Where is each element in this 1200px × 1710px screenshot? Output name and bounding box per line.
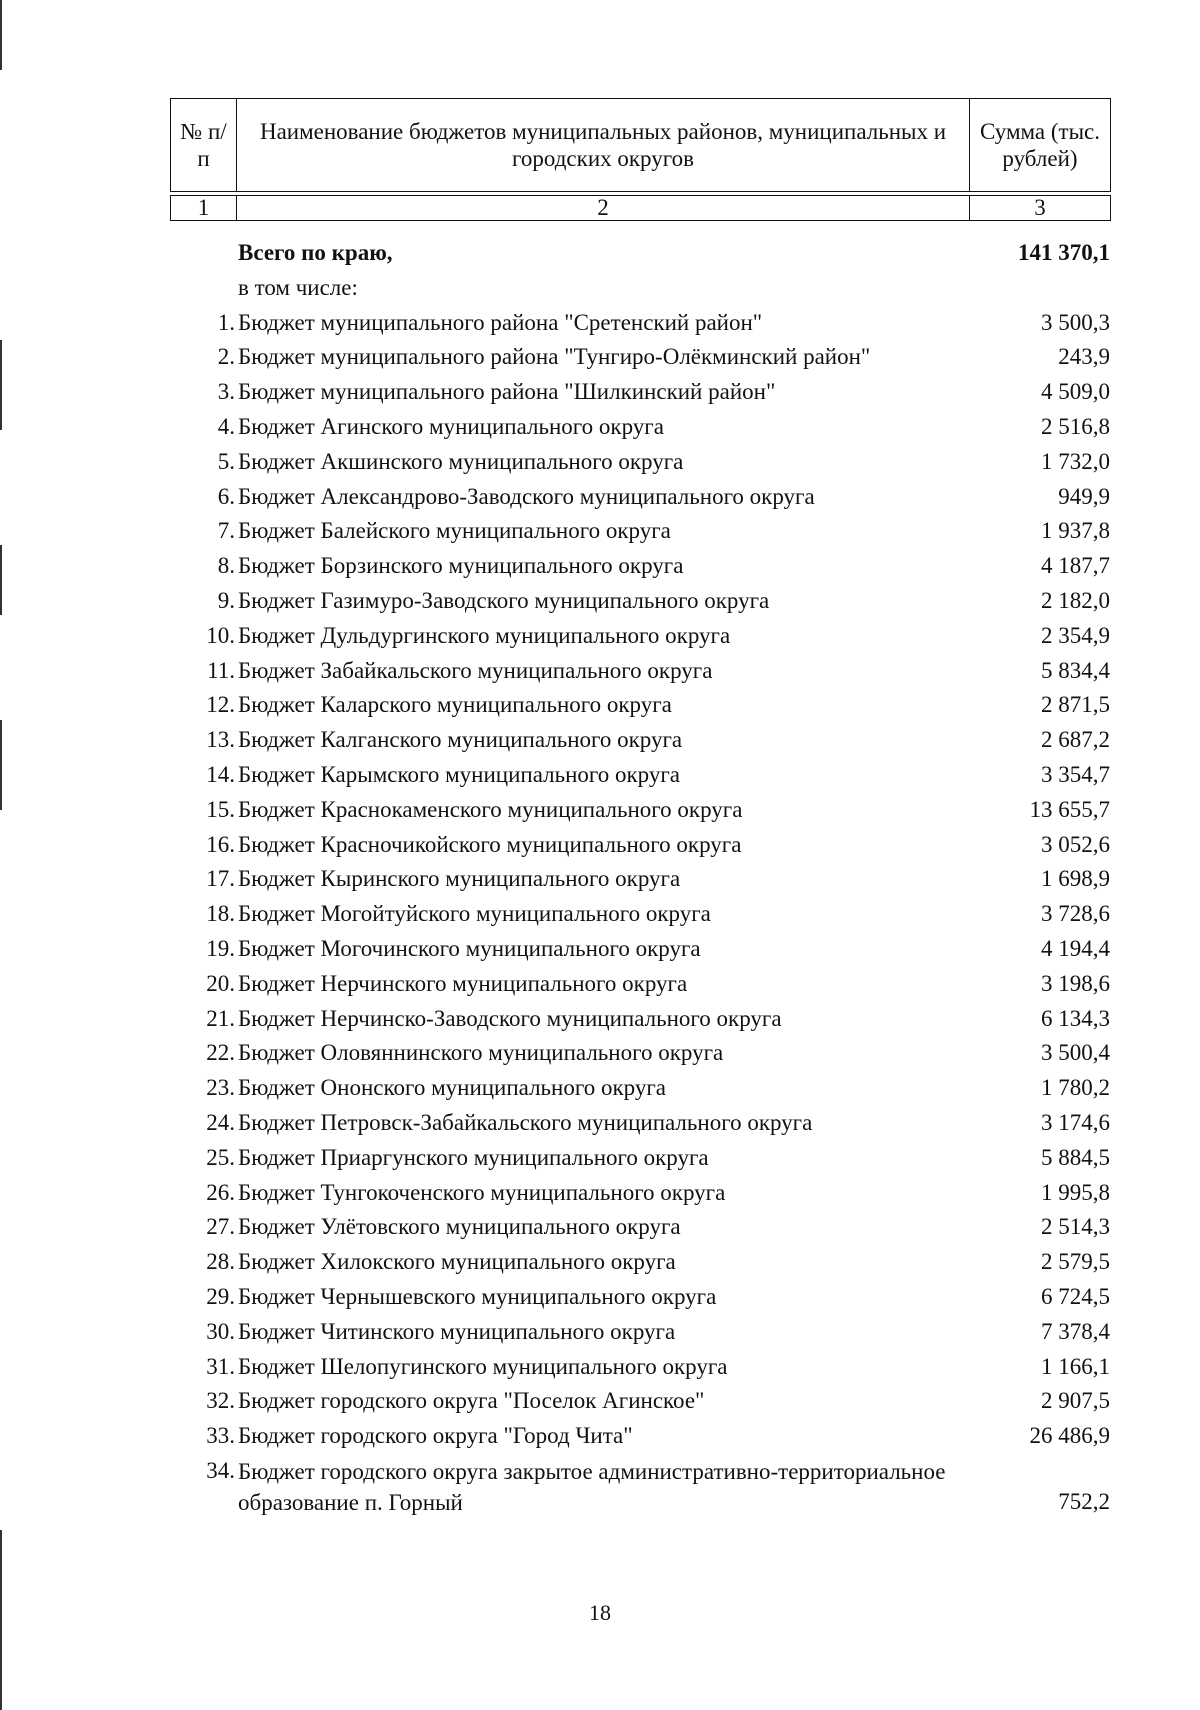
row-name: Бюджет Нерчинского муниципального округа: [238, 970, 688, 996]
subheading-row: [170, 271, 1110, 306]
row-name: Бюджет Шелопугинского муниципального округа: [238, 1353, 728, 1379]
table-row: [170, 584, 1110, 619]
row-number: 16.: [206, 831, 235, 857]
row-value: 2 907,5: [1041, 1388, 1110, 1414]
row-value: 243,9: [1058, 344, 1110, 370]
table-row: [170, 688, 1110, 723]
row-value: 3 500,4: [1041, 1040, 1110, 1066]
row-value: 2 182,0: [1041, 587, 1110, 613]
row-name: Бюджет Краснокаменского муниципального округа: [238, 796, 743, 822]
row-value: 752,2: [1058, 1488, 1110, 1514]
row-name: Бюджет Карымского муниципального округа: [238, 761, 681, 787]
row-number: 15.: [206, 796, 235, 822]
row-number: 19.: [206, 935, 235, 961]
row-number: 22.: [206, 1040, 235, 1066]
row-number: 20.: [206, 970, 235, 996]
table-row: [170, 862, 1110, 897]
column-number-3: 3: [970, 196, 1111, 221]
table-row: [170, 1071, 1110, 1106]
row-value: 1 698,9: [1041, 866, 1110, 892]
row-value: 5 834,4: [1041, 657, 1110, 683]
row-number: 2.: [217, 344, 235, 370]
table-row: [170, 1210, 1110, 1245]
row-number: 33.: [206, 1423, 235, 1449]
table-row: [170, 793, 1110, 828]
row-value: 2 579,5: [1041, 1249, 1110, 1275]
header-name: Наименование бюджетов муниципальных районов, муниципальных и городских округов: [237, 99, 970, 192]
row-name: Бюджет Калганского муниципального округа: [238, 727, 683, 753]
table-row: [170, 723, 1110, 758]
row-value: 2 516,8: [1041, 413, 1110, 439]
row-number: 12.: [206, 692, 235, 718]
row-number: 29.: [206, 1283, 235, 1309]
row-name: Бюджет муниципального района "Шилкинский район": [238, 379, 776, 405]
row-number: 1.: [217, 309, 235, 335]
row-name: Бюджет Могойтуйского муниципального округа: [238, 901, 711, 927]
row-value: 1 937,8: [1041, 518, 1110, 544]
row-number: 32.: [206, 1388, 235, 1414]
row-number: 8.: [217, 553, 235, 579]
column-number-2: 2: [237, 196, 970, 221]
table-row: [170, 1315, 1110, 1350]
total-value: 141 370,1: [1018, 240, 1110, 265]
table-header: [170, 98, 1111, 221]
table-row: [170, 445, 1110, 480]
row-value: 7 378,4: [1041, 1318, 1110, 1344]
table-row: [170, 1454, 1110, 1520]
row-value: 6 134,3: [1041, 1005, 1110, 1031]
row-number: 13.: [206, 727, 235, 753]
row-number: 17.: [206, 866, 235, 892]
page-number: 18: [589, 1600, 611, 1625]
row-name: Бюджет Хилокского муниципального округа: [238, 1249, 676, 1275]
row-value: 1 732,0: [1041, 448, 1110, 474]
row-name: Бюджет Александрово-Заводского муниципального округа: [238, 483, 815, 509]
row-value: 3 354,7: [1041, 761, 1110, 787]
row-name: Бюджет Агинского муниципального округа: [238, 413, 664, 439]
row-number: 31.: [206, 1353, 235, 1379]
scan-edge-mark: [0, 545, 2, 615]
column-number-1: 1: [171, 196, 237, 221]
table-row: [170, 897, 1110, 932]
row-number: 28.: [206, 1249, 235, 1275]
row-number: 5.: [217, 448, 235, 474]
table-body: [170, 236, 1110, 1520]
row-number: 6.: [217, 483, 235, 509]
row-name: Бюджет Улётовского муниципального округа: [238, 1214, 681, 1240]
row-number: 30.: [206, 1318, 235, 1344]
row-value: 26 486,9: [1029, 1423, 1110, 1449]
row-name: Бюджет Нерчинско-Заводского муниципального округа: [238, 1005, 782, 1031]
table-row: [170, 549, 1110, 584]
row-value: 3 198,6: [1041, 970, 1110, 996]
row-name: Бюджет Борзинского муниципального округа: [238, 553, 684, 579]
row-number: 26.: [206, 1179, 235, 1205]
total-label: Всего по краю,: [238, 240, 393, 265]
scan-edge-mark: [0, 720, 2, 810]
row-number: 18.: [206, 901, 235, 927]
row-value: 3 174,6: [1041, 1109, 1110, 1135]
row-name: Бюджет городского округа "Поселок Агинское": [238, 1388, 705, 1414]
row-name: Бюджет Каларского муниципального округа: [238, 692, 672, 718]
row-name: Бюджет Оловяннинского муниципального округа: [238, 1040, 724, 1066]
row-value: 6 724,5: [1041, 1283, 1110, 1309]
table-row: [170, 1384, 1110, 1419]
table-row: [170, 654, 1110, 689]
table-row: [170, 1419, 1110, 1454]
table-row: [170, 340, 1110, 375]
row-number: 24.: [206, 1109, 235, 1135]
header-sum: Сумма (тыс. рублей): [970, 99, 1111, 192]
row-value: 3 052,6: [1041, 831, 1110, 857]
row-name: Бюджет Приаргунского муниципального округа: [238, 1144, 709, 1170]
row-name: Бюджет Могочинского муниципального округа: [238, 935, 701, 961]
row-name: Бюджет Дульдургинского муниципального округа: [238, 622, 731, 648]
row-name: Бюджет Читинского муниципального округа: [238, 1318, 676, 1344]
row-value: 3 500,3: [1041, 309, 1110, 335]
row-value: 4 187,7: [1041, 553, 1110, 579]
row-name: Бюджет городского округа "Город Чита": [238, 1423, 633, 1449]
row-number: 25.: [206, 1144, 235, 1170]
row-value: 2 514,3: [1041, 1214, 1110, 1240]
table-row: [170, 1245, 1110, 1280]
row-value: 13 655,7: [1029, 796, 1110, 822]
row-value: 4 509,0: [1041, 379, 1110, 405]
row-value: 1 780,2: [1041, 1075, 1110, 1101]
row-name: Бюджет Красночикойского муниципального округа: [238, 831, 742, 857]
scan-edge-mark: [0, 0, 2, 70]
row-name: Бюджет Петровск-Забайкальского муниципального округа: [238, 1109, 813, 1135]
row-number: 7.: [217, 518, 235, 544]
row-value: 2 687,2: [1041, 727, 1110, 753]
row-name: Бюджет городского округа закрытое административно-территориальное образование п. Горный: [238, 1458, 946, 1515]
row-name: Бюджет Забайкальского муниципального округа: [238, 657, 713, 683]
row-number: 9.: [217, 587, 235, 613]
row-name: Бюджет Кыринского муниципального округа: [238, 866, 681, 892]
row-value: 5 884,5: [1041, 1144, 1110, 1170]
row-number: 34.: [206, 1457, 235, 1483]
table-row: [170, 1280, 1110, 1315]
row-number: 11.: [207, 657, 235, 683]
table-row: [170, 828, 1110, 863]
row-number: 23.: [206, 1075, 235, 1101]
table-row: [170, 306, 1110, 341]
table-row: [170, 1002, 1110, 1037]
table-row: [170, 932, 1110, 967]
total-row: [170, 236, 1110, 271]
table-row: [170, 410, 1110, 445]
table-row: [170, 1141, 1110, 1176]
row-name: Бюджет Балейского муниципального округа: [238, 518, 671, 544]
row-number: 4.: [217, 413, 235, 439]
row-list: [170, 306, 1110, 1520]
row-value: 1 166,1: [1041, 1353, 1110, 1379]
table-row: [170, 619, 1110, 654]
table-row: [170, 967, 1110, 1002]
table-row: [170, 1106, 1110, 1141]
table-row: [170, 1036, 1110, 1071]
row-value: 2 354,9: [1041, 622, 1110, 648]
table-row: [170, 1176, 1110, 1211]
subheading: в том числе:: [238, 274, 358, 300]
row-value: 4 194,4: [1041, 935, 1110, 961]
table-row: [170, 480, 1110, 515]
row-name: Бюджет Тунгокоченского муниципального округа: [238, 1179, 726, 1205]
row-name: Бюджет Газимуро-Заводского муниципального округа: [238, 587, 770, 613]
row-name: Бюджет муниципального района "Сретенский район": [238, 309, 763, 335]
scan-edge-mark: [0, 340, 2, 430]
row-number: 27.: [206, 1214, 235, 1240]
row-number: 10.: [206, 622, 235, 648]
header-num: № п/п: [171, 99, 237, 192]
row-name: Бюджет Ононского муниципального округа: [238, 1075, 666, 1101]
row-value: 3 728,6: [1041, 901, 1110, 927]
row-number: 21.: [206, 1005, 235, 1031]
row-value: 1 995,8: [1041, 1179, 1110, 1205]
row-number: 14.: [206, 761, 235, 787]
row-value: 2 871,5: [1041, 692, 1110, 718]
table-row: [170, 514, 1110, 549]
row-name: Бюджет Чернышевского муниципального округа: [238, 1283, 717, 1309]
table-row: [170, 375, 1110, 410]
table-row: [170, 1350, 1110, 1385]
row-number: 3.: [217, 379, 235, 405]
row-name: Бюджет Акшинского муниципального округа: [238, 448, 684, 474]
row-name: Бюджет муниципального района "Тунгиро-Олёкминский район": [238, 344, 871, 370]
table-row: [170, 758, 1110, 793]
row-value: 949,9: [1058, 483, 1110, 509]
